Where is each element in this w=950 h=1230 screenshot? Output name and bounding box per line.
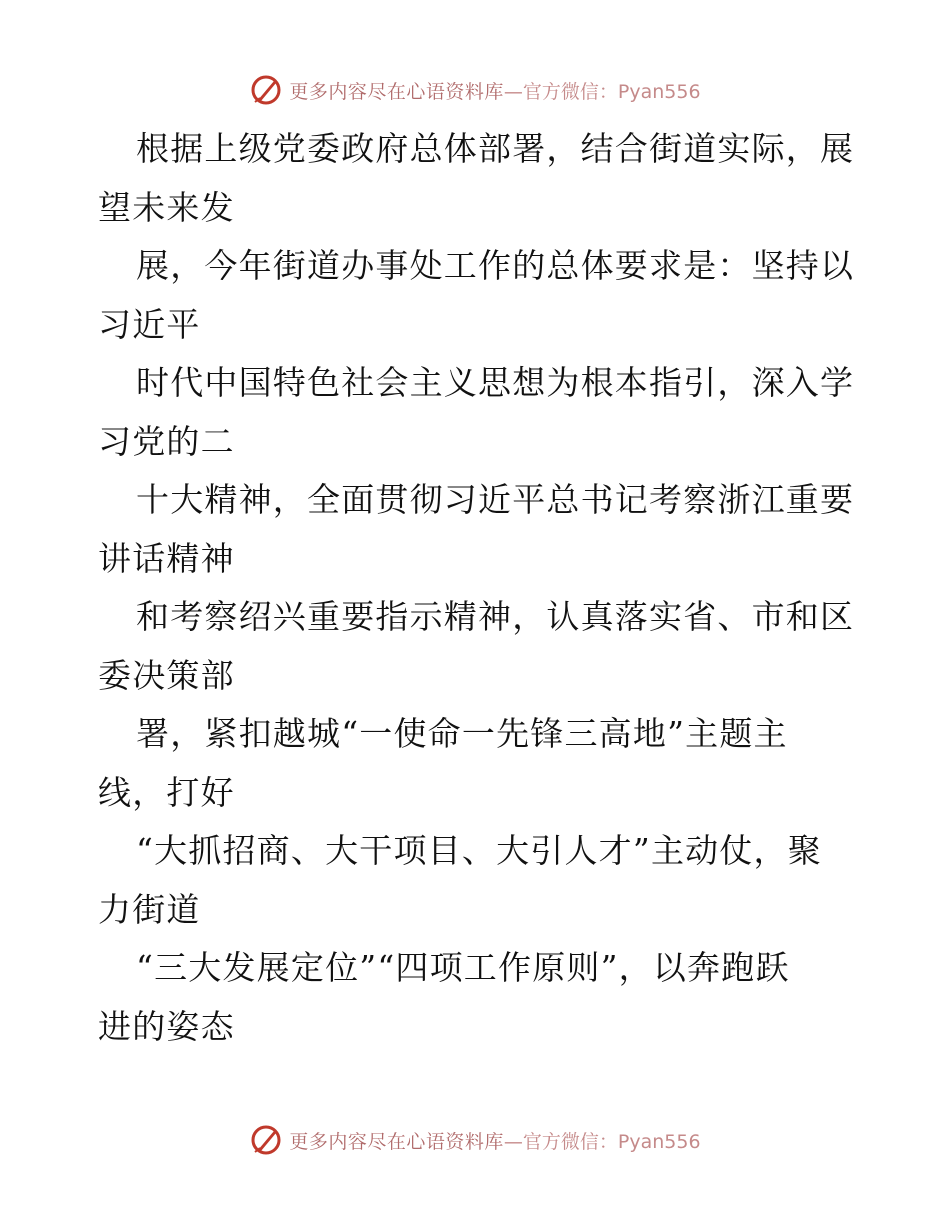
text-line: 习党的二 xyxy=(98,421,235,461)
quill-pen-logo-icon xyxy=(249,1123,283,1157)
text-line: “大抓招商、大干项目、大引人才”主动仗，聚 xyxy=(136,831,822,870)
footer-watermark-banner xyxy=(0,1120,950,1160)
header-watermark-banner xyxy=(0,70,950,110)
text-line: “三大发展定位”“四项工作原则”，以奔跑跃 xyxy=(136,948,790,987)
text-line: 展，今年街道办事处工作的总体要求是：坚持以 xyxy=(136,246,855,285)
text-line: 线，打好 xyxy=(98,772,235,812)
text-line: 讲话精神 xyxy=(98,538,235,578)
text-line: 望未来发 xyxy=(98,187,235,227)
banner-contact-text: —官方微信：Pyan556 xyxy=(503,80,701,103)
text-line: 进的姿态 xyxy=(98,1006,235,1046)
document-body xyxy=(98,120,858,1056)
text-line: 十大精神，全面贯彻习近平总书记考察浙江重要 xyxy=(136,480,855,519)
quill-pen-logo-icon xyxy=(249,73,283,107)
text-line: 根据上级党委政府总体部署，结合街道实际，展 xyxy=(136,129,855,168)
text-line: 委决策部 xyxy=(98,655,235,695)
banner-contact-text: —官方微信：Pyan556 xyxy=(503,1130,701,1153)
banner-brand-text: 更多内容尽在心语资料库 xyxy=(289,80,504,103)
text-line: 时代中国特色社会主义思想为根本指引，深入学 xyxy=(136,363,855,402)
text-line: 力街道 xyxy=(98,889,201,929)
banner-brand-text: 更多内容尽在心语资料库 xyxy=(289,1130,504,1153)
text-line: 和考察绍兴重要指示精神，认真落实省、市和区 xyxy=(136,597,855,636)
text-line: 署，紧扣越城“一使命一先锋三高地”主题主 xyxy=(136,714,788,753)
text-line: 习近平 xyxy=(98,304,201,344)
